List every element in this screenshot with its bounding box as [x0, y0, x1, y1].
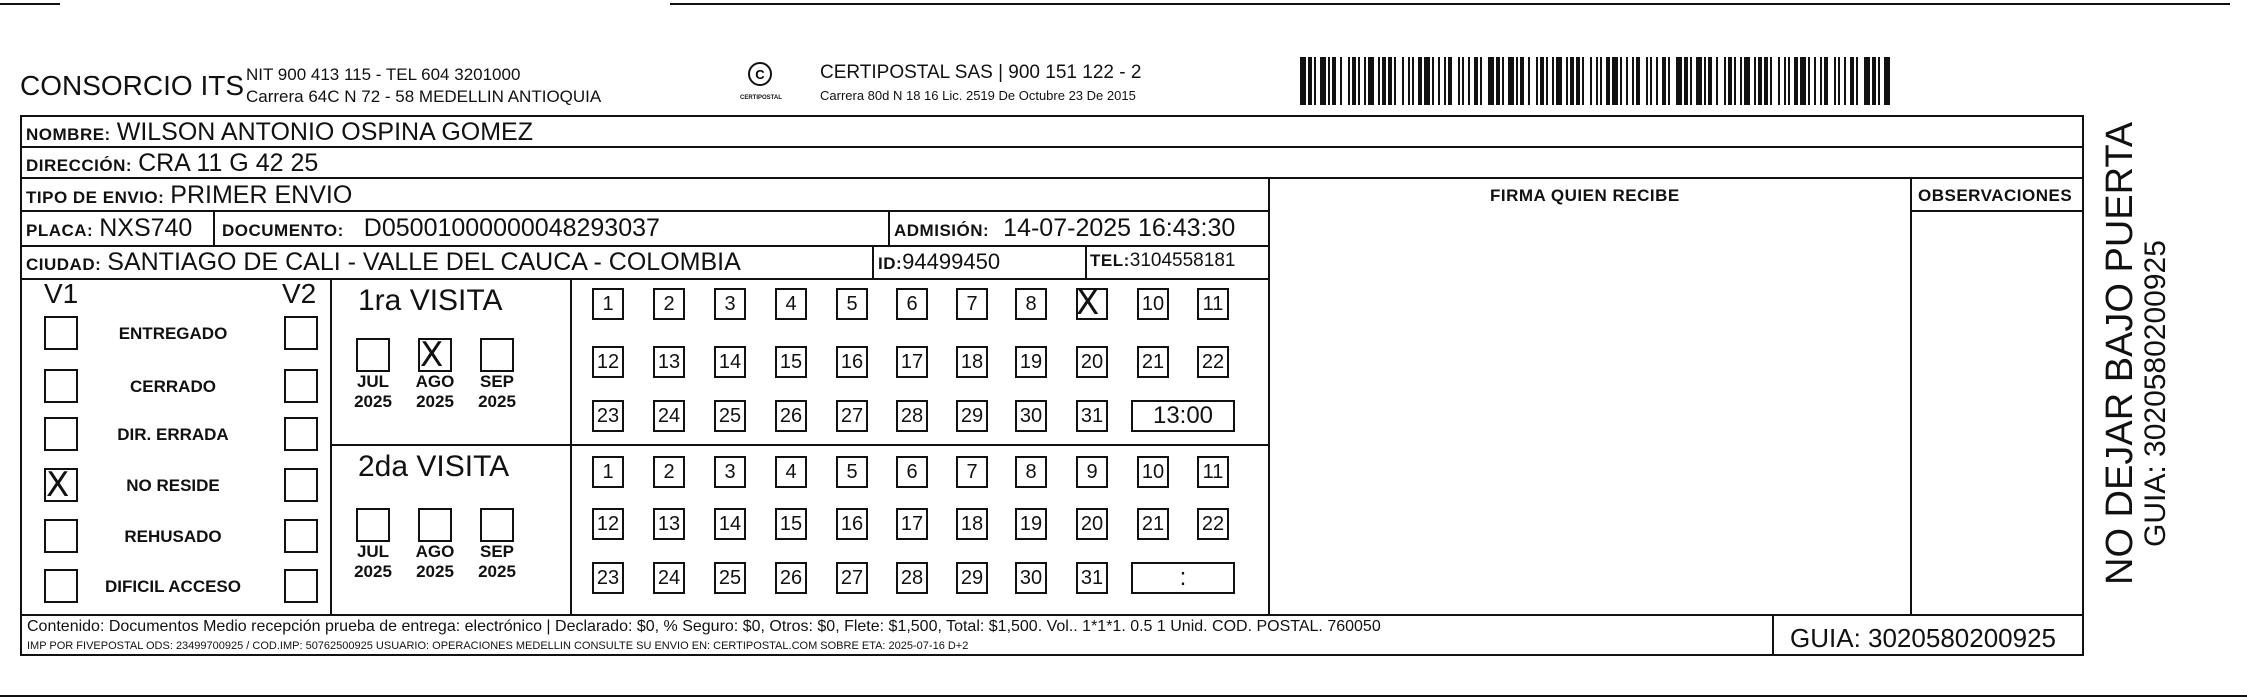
visit1-day-box[interactable]: 16 [836, 346, 868, 378]
visit1-month-checkbox[interactable] [418, 335, 452, 375]
documento-label: DOCUMENTO: [222, 221, 344, 240]
v1-checkbox[interactable] [44, 417, 78, 451]
placa-doc-divider [213, 212, 215, 246]
visit2-title: 2da VISITA [358, 450, 510, 483]
id-label: ID: [878, 254, 903, 273]
visit1-day-box[interactable]: 21 [1137, 346, 1169, 378]
visit1-month-label: AGO [415, 372, 455, 391]
visit2-day-box[interactable]: 13 [653, 508, 685, 540]
form-left-border [20, 115, 22, 656]
visit2-day-box[interactable]: 25 [714, 562, 746, 594]
id-value: 94499450 [902, 249, 1001, 274]
id-tel-divider [1085, 246, 1087, 279]
direccion-label: DIRECCIÓN: [26, 156, 133, 175]
v1-checkbox[interactable] [44, 519, 78, 553]
visit2-day-box[interactable]: 22 [1197, 508, 1229, 540]
row-line-4 [20, 245, 1269, 247]
visit2-month-label: JUL [356, 542, 390, 561]
visit2-day-box[interactable]: 14 [714, 508, 746, 540]
row-line-3b [1910, 210, 2084, 212]
footer-guia-divider [1772, 614, 1774, 655]
visit1-time-box[interactable]: 13:00 [1131, 400, 1235, 432]
nombre-value: WILSON ANTONIO OSPINA GOMEZ [116, 118, 533, 146]
visit2-day-box[interactable]: 21 [1137, 508, 1169, 540]
visit1-day-box[interactable] [1076, 283, 1108, 323]
visit2-day-box[interactable]: 17 [896, 508, 928, 540]
visit1-day-box[interactable]: 10 [1137, 288, 1169, 320]
visit1-day-box[interactable]: 2 [653, 288, 685, 320]
visit2-day-box[interactable]: 7 [956, 456, 988, 488]
visit2-day-box[interactable]: 8 [1015, 456, 1047, 488]
tipo-envio-field [26, 181, 352, 210]
doc-admision-divider [888, 212, 890, 246]
status-label: REHUSADO [124, 527, 222, 546]
visit1-day-box[interactable]: 15 [775, 346, 807, 378]
visit1-year-label: 2025 [478, 392, 516, 411]
status-label: DIFICIL ACCESO [104, 577, 241, 596]
bottom-edge-line [0, 695, 2247, 697]
documento-field [222, 214, 660, 243]
visit2-day-box[interactable]: 30 [1015, 562, 1047, 594]
visit1-day-box[interactable]: 25 [714, 400, 746, 432]
v1-checkbox[interactable] [44, 316, 78, 350]
top-left-edge-line [0, 3, 60, 5]
v1-checkbox[interactable] [44, 369, 78, 403]
visit2-day-box[interactable]: 4 [775, 456, 807, 488]
visit2-day-box[interactable]: 3 [714, 456, 746, 488]
visit2-month-label: AGO [415, 542, 455, 561]
visit1-day-box[interactable]: 13 [653, 346, 685, 378]
status-label: ENTREGADO [118, 324, 228, 343]
visit1-day-box[interactable]: 20 [1076, 346, 1108, 378]
direccion-value: CRA 11 G 42 25 [138, 149, 319, 177]
visit1-month-label: JUL [356, 372, 390, 391]
visit2-day-box[interactable]: 11 [1197, 456, 1229, 488]
visit2-day-box[interactable]: 27 [836, 562, 868, 594]
direccion-field [26, 149, 318, 178]
visit2-month-checkbox[interactable] [418, 508, 452, 542]
visit2-day-box[interactable]: 9 [1076, 456, 1108, 488]
visit2-day-box[interactable]: 26 [775, 562, 807, 594]
placa-value: NXS740 [99, 214, 193, 242]
v2-checkbox[interactable] [284, 316, 318, 350]
visit1-day-box[interactable]: 26 [775, 400, 807, 432]
barcode-bar [1884, 57, 1890, 105]
visit1-day-box[interactable]: 24 [653, 400, 685, 432]
nombre-label: NOMBRE: [26, 125, 111, 144]
visit2-day-box[interactable]: 29 [956, 562, 988, 594]
visit2-month-checkbox[interactable] [480, 508, 514, 542]
status-label: NO RESIDE [126, 476, 220, 495]
v2-checkbox[interactable] [284, 417, 318, 451]
row-line-5 [20, 278, 1269, 280]
tel-label: TEL: [1090, 251, 1130, 270]
carrier-address: Carrera 80d N 18 16 Lic. 2519 De Octubre 23 De 2015 [820, 88, 1136, 103]
v1-header: V1 [44, 278, 79, 309]
visit2-day-box[interactable]: 5 [836, 456, 868, 488]
form-top-border [20, 115, 2084, 117]
visit1-day-box[interactable]: 14 [714, 346, 746, 378]
visit2-day-box[interactable]: 15 [775, 508, 807, 540]
v1-check-mark: X [46, 465, 70, 505]
status-visit-divider [330, 278, 332, 615]
documento-value: D05001000000048293037 [363, 214, 660, 242]
visit1-day-box[interactable]: 17 [896, 346, 928, 378]
visit1-month-label: SEP [479, 372, 515, 391]
visit2-day-box[interactable]: 20 [1076, 508, 1108, 540]
visit2-day-box[interactable]: 10 [1137, 456, 1169, 488]
visit1-year-label: 2025 [354, 392, 392, 411]
visit1-day-box[interactable]: 7 [956, 288, 988, 320]
placa-label: PLACA: [26, 221, 94, 240]
visit2-day-box[interactable]: 23 [592, 562, 624, 594]
tipo-envio-label: TIPO DE ENVIO: [26, 188, 165, 207]
visit1-day-box[interactable]: 28 [896, 400, 928, 432]
visit1-day-box[interactable]: 23 [592, 400, 624, 432]
visit2-day-box[interactable]: 2 [653, 456, 685, 488]
form-right-border [2082, 115, 2084, 656]
visit1-day-box[interactable]: 22 [1197, 346, 1229, 378]
id-field [878, 249, 1000, 275]
v2-checkbox[interactable] [284, 519, 318, 553]
firma-label: FIRMA QUIEN RECIBE [1490, 186, 1680, 205]
svg-text:C: C [755, 67, 765, 82]
visit1-day-box[interactable]: 3 [714, 288, 746, 320]
ciudad-id-divider [872, 246, 874, 279]
firma-left-line [1268, 177, 1270, 616]
nombre-field [26, 118, 533, 147]
visit2-day-box[interactable]: 16 [836, 508, 868, 540]
visit1-day-box[interactable]: 4 [775, 288, 807, 320]
carrier-name: CERTIPOSTAL SAS | 900 151 122 - 2 [820, 62, 1142, 83]
tel-field [1090, 250, 1235, 272]
admision-value: 14-07-2025 16:43:30 [1003, 214, 1236, 242]
carrier-logo-icon [740, 60, 780, 90]
no-dejar-bajo-puerta: NO DEJAR BAJO PUERTA [2099, 121, 2141, 585]
visit1-day-box[interactable]: 8 [1015, 288, 1047, 320]
footer-contenido: Contenido: Documentos Medio recepción prueba de entrega: electrónico | Declarado: $0, % Seguro: $0, Otros: $0, Flete: $1,500, Total: $1,500. Vol.. 1*1*1. 0.5 1 Unid. COD. POSTAL. 760050 [27, 618, 1381, 635]
visit1-day-box[interactable]: 18 [956, 346, 988, 378]
form-bottom-border [20, 654, 2084, 656]
ciudad-field [26, 248, 741, 277]
visit1-day-box[interactable]: 27 [836, 400, 868, 432]
v2-checkbox[interactable] [284, 468, 318, 502]
carrier-logo: C CERTIPOSTAL [740, 60, 780, 108]
v2-header: V2 [282, 278, 317, 309]
company-address: Carrera 64C N 72 - 58 MEDELLIN ANTIOQUIA [246, 87, 602, 106]
row-line-2 [20, 177, 2084, 179]
footer-imp: IMP POR FIVEPOSTAL ODS: 23499700925 / COD.IMP: 50762500925 USUARIO: OPERACIONES MEDELLIN CONSULTE SU ENVIO EN: CERTIPOSTAL.COM SOBRE ETA: 2025-07-16 D+2 [27, 640, 969, 652]
visit2-day-box[interactable]: 24 [653, 562, 685, 594]
visit1-day-box[interactable]: 11 [1197, 288, 1229, 320]
company-name: CONSORCIO ITS [20, 70, 245, 101]
visit1-day-box[interactable]: 30 [1015, 400, 1047, 432]
tipo-envio-value: PRIMER ENVIO [170, 181, 353, 209]
v1-checkbox[interactable] [44, 465, 78, 505]
visit2-year-label: 2025 [478, 562, 516, 581]
side-vertical-text [2100, 115, 2190, 585]
barcode [1300, 57, 1890, 105]
visit2-year-label: 2025 [416, 562, 454, 581]
visit1-month-checkbox[interactable] [480, 338, 514, 372]
v2-checkbox[interactable] [284, 369, 318, 403]
visit1-title: 1ra VISITA [358, 284, 503, 317]
status-label: DIR. ERRADA [117, 425, 229, 444]
visit-months-days-divider [570, 278, 572, 615]
placa-field [26, 214, 192, 243]
v1-checkbox[interactable] [44, 569, 78, 603]
visit1-day-box[interactable]: 5 [836, 288, 868, 320]
visit2-year-label: 2025 [354, 562, 392, 581]
visit2-day-box[interactable]: 1 [592, 456, 624, 488]
admision-label: ADMISIÓN: [894, 221, 990, 240]
visit2-day-box[interactable]: 6 [896, 456, 928, 488]
status-label: CERRADO [130, 377, 216, 396]
visit2-time-box[interactable]: : [1131, 562, 1235, 594]
obs-left-line [1910, 177, 1912, 616]
visit2-month-checkbox[interactable] [356, 508, 390, 542]
v2-checkbox[interactable] [284, 569, 318, 603]
visit1-day-box[interactable]: 6 [896, 288, 928, 320]
visit1-month-checkbox[interactable] [356, 338, 390, 372]
top-edge-line [670, 3, 2230, 5]
visit1-visit2-divider [330, 444, 1270, 446]
visit2-day-box[interactable]: 31 [1076, 562, 1108, 594]
visit2-day-box[interactable]: 19 [1015, 508, 1047, 540]
visit1-day-box[interactable]: 19 [1015, 346, 1047, 378]
company-nit: NIT 900 413 115 - TEL 604 3201000 [246, 65, 521, 84]
visit2-day-box[interactable]: 18 [956, 508, 988, 540]
side-guia: GUIA: 3020580200925 [2139, 240, 2172, 547]
visit1-day-box[interactable]: 31 [1076, 400, 1108, 432]
visit2-day-box[interactable]: 12 [592, 508, 624, 540]
tel-value: 3104558181 [1129, 250, 1236, 271]
visit1-day-box[interactable]: 1 [592, 288, 624, 320]
visit1-year-label: 2025 [416, 392, 454, 411]
visit1-day-box[interactable]: 12 [592, 346, 624, 378]
ciudad-value: SANTIAGO DE CALI - VALLE DEL CAUCA - COLOMBIA [107, 248, 741, 276]
visit2-month-label: SEP [479, 542, 515, 561]
visit1-month-check-mark: X [420, 335, 444, 375]
visit1-day-box[interactable]: 29 [956, 400, 988, 432]
footer-guia: GUIA: 3020580200925 [1790, 623, 2056, 653]
admision-field [894, 214, 1235, 243]
visit2-day-box[interactable]: 28 [896, 562, 928, 594]
observaciones-label: OBSERVACIONES [1918, 186, 2073, 205]
ciudad-label: CIUDAD: [26, 255, 102, 274]
row-line-3 [20, 210, 1269, 212]
visit1-day-check-mark: X [1076, 283, 1100, 323]
